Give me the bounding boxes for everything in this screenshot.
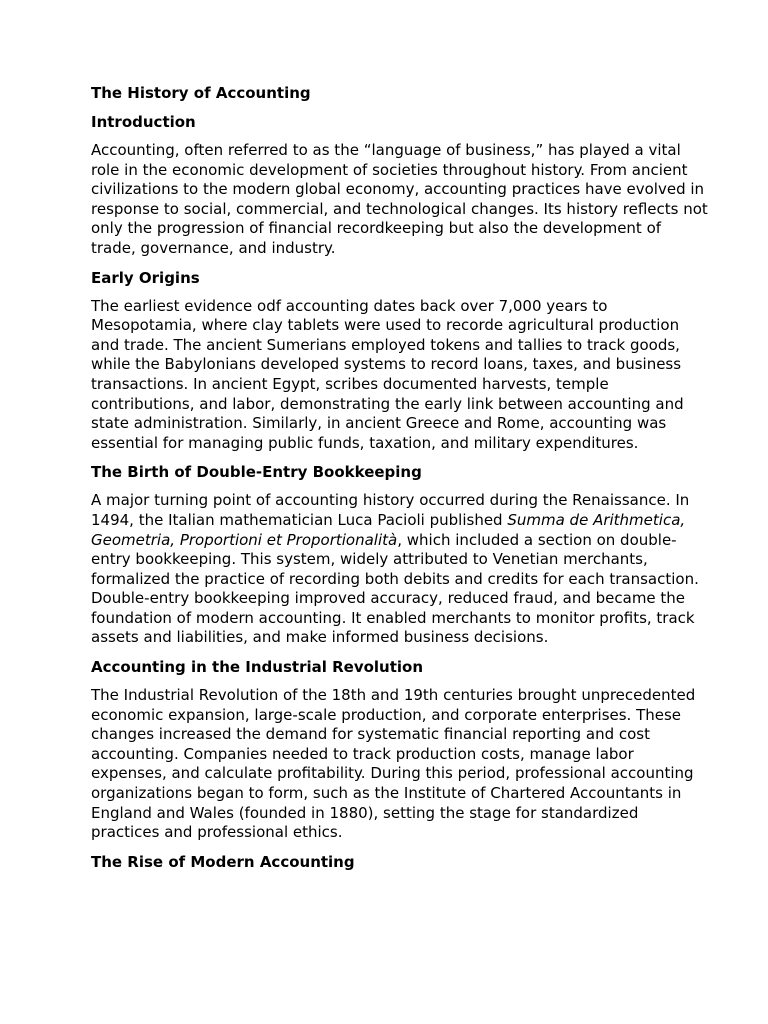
section-heading: The Birth of Double-Entry Bookkeeping — [91, 463, 422, 482]
section-heading: Introduction — [91, 113, 196, 131]
book-title: Summa de Arithmetica, Geometria, Proportioni et Proportionalità — [91, 510, 686, 549]
section-double-entry — [91, 462, 708, 648]
section-introduction — [91, 112, 708, 259]
paragraph-text: A major turning point of accounting history occurred during the Renaissance. In 1494, the Italian mathematician Luca Pacioli published — [91, 491, 690, 529]
paragraph-text: , which included a section on double-entry bookkeeping. This system, widely attributed to Venetian merchants, formalized the practice of recording both debits and credits for each transaction. Double-entry bookkeeping improved accuracy, reduced fraud, and became the foundation of modern accounting. It enabled merchants to monitor profits, track assets and liabilities, and make informed business decisions. — [91, 530, 699, 647]
section-modern-accounting — [91, 852, 708, 872]
section-paragraph — [91, 491, 708, 648]
section-early-origins — [91, 268, 708, 454]
section-industrial-revolution — [91, 657, 708, 843]
section-heading: Early Origins — [91, 268, 200, 287]
section-paragraph: The Industrial Revolution of the 18th and 19th centuries brought unprecedented economic expansion, large-scale production, and corporate enterprises. These changes increased the demand for systematic financial reporting and cost accounting. Companies needed to track production costs, manage labor expenses, and calculate profitability. During this period, professional accounting organizations began to form, such as the Institute of Chartered Accountants in England and Wales (founded in 1880), setting the stage for standardized practices and professional ethics. — [91, 686, 696, 842]
document-title: The History of Accounting — [91, 84, 311, 102]
section-paragraph: The earliest evidence odf accounting dates back over 7,000 years to Mesopotamia, where clay tablets were used to recorde agricultural production and trade. The ancient Sumerians employed tokens and tallies to track goods, while the Babylonians developed systems to record loans, taxes, and business transactions. In ancient Egypt, scribes documented harvests, temple contributions, and labor, demonstrating the early link between accounting and state administration. Similarly, in ancient Greece and Rome, accounting was essential for managing public funds, taxation, and military expenditures. — [91, 296, 684, 452]
section-heading: Accounting in the Industrial Revolution — [91, 658, 424, 677]
section-heading: The Rise of Modern Accounting — [91, 852, 355, 871]
section-paragraph: Accounting, often referred to as the “language of business,” has played a vital role in the economic development of societies throughout history. From ancient civilizations to the modern global economy, accounting practices have evolved in response to social, commercial, and technological changes. Its history reflects not only the progression of financial recordkeeping but also the development of trade, governance, and industry. — [91, 141, 708, 257]
